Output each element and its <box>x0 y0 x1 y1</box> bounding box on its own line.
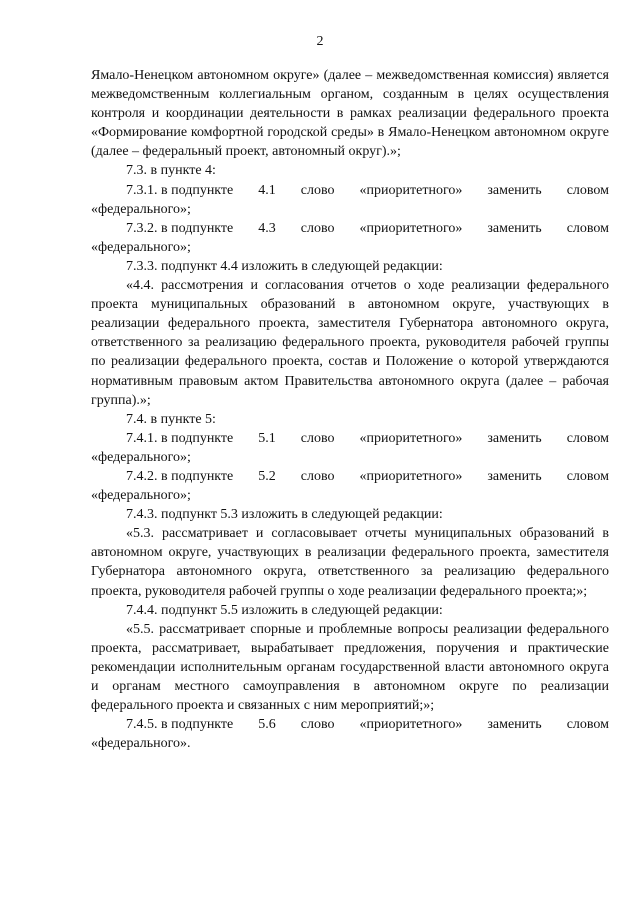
paragraph: 7.4. в пункте 5: <box>126 411 216 427</box>
amendment-word: словом <box>566 182 609 198</box>
amendment-continuation: «федерального». <box>91 736 191 752</box>
amendment-continuation: «федерального»; <box>91 488 191 504</box>
amendment-word: «приоритетного» <box>359 220 463 236</box>
amendment-line <box>91 467 609 486</box>
amendment-line <box>91 219 609 238</box>
amendment-word: заменить <box>487 430 542 446</box>
page-number: 2 <box>316 34 324 49</box>
amendment-continuation: «федерального»; <box>91 239 191 255</box>
paragraph: «5.3. рассматривает и согласовывает отчеты муниципальных образований в автономном округе, участвующих в реализации федерального проекта, заместителя Губернатора автономного округа, ответственного за реализацию федерального проекта, руководителя рабочей группы о ходе реализации федерального проекта;»; <box>91 526 609 599</box>
amendment-word: 5.6 <box>258 717 276 733</box>
amendment-word: слово <box>300 220 335 236</box>
amendment-continuation: «федерального»; <box>91 201 191 217</box>
amendment-word: словом <box>566 468 609 484</box>
amendment-word: 5.2 <box>258 468 276 484</box>
amendment-word: слово <box>300 182 335 198</box>
amendment-word: «приоритетного» <box>359 182 463 198</box>
amendment-word: слово <box>300 468 335 484</box>
amendment-word: заменить <box>487 220 542 236</box>
amendment-line <box>91 181 609 200</box>
amendment-word: слово <box>300 430 335 446</box>
amendment-word: словом <box>566 220 609 236</box>
amendment-word: заменить <box>487 182 542 198</box>
paragraph: «4.4. рассмотрения и согласования отчетов о ходе реализации федерального проекта муниципальных образований в автономном округе, участвующих в реализации федерального проекта, заместителя Губернатора автономного округа, ответственного за реализацию федерального проекта, руководителя рабочей группы по реализации федерального проекта, состав и Положение о которой утверждаются нормативным правовым актом Правительства автономного округа (далее – рабочая группа).»; <box>91 278 609 408</box>
paragraph: «5.5. рассматривает спорные и проблемные вопросы реализации федерального проекта, рассматривает, вырабатывает предложения, поручения и практические рекомендации исполнительным органам государственной власти автономного округа и органам местного самоуправления в автономном округе по реализации федерального проекта и связанных с ним мероприятий;»; <box>91 621 609 714</box>
amendment-word: «приоритетного» <box>359 717 463 733</box>
amendment-word: словом <box>566 717 609 733</box>
amendment-word: 7.4.2. в подпункте <box>126 468 234 484</box>
amendment-line <box>91 429 609 448</box>
amendment-word: 4.3 <box>258 220 276 236</box>
paragraph: 7.3. в пункте 4: <box>126 163 216 179</box>
amendment-line <box>91 715 609 734</box>
amendment-continuation: «федерального»; <box>91 449 191 465</box>
amendment-word: 7.4.5. в подпункте <box>126 717 234 733</box>
amendment-word: 7.3.1. в подпункте <box>126 182 234 198</box>
amendment-word: 5.1 <box>258 430 276 446</box>
amendment-word: 7.4.1. в подпункте <box>126 430 234 446</box>
paragraph: Ямало-Ненецком автономном округе» (далее – межведомственная комиссия) является межведомственным коллегиальным органом, созданным в целях осуществления контроля и координации деятельности в рамках реализации федерального проекта «Формирование комфортной городской среды» в Ямало-Ненецком автономном округе (далее – федеральный проект, автономный округ).»; <box>91 68 609 160</box>
paragraph: 7.3.3. подпункт 4.4 изложить в следующей редакции: <box>126 258 443 274</box>
amendment-word: заменить <box>487 717 542 733</box>
amendment-word: «приоритетного» <box>359 468 463 484</box>
amendment-word: 4.1 <box>258 182 276 198</box>
paragraph: 7.4.4. подпункт 5.5 изложить в следующей редакции: <box>126 602 443 618</box>
amendment-word: слово <box>300 717 335 733</box>
amendment-word: заменить <box>487 468 542 484</box>
amendment-word: словом <box>566 430 609 446</box>
amendment-word: 7.3.2. в подпункте <box>126 220 234 236</box>
paragraph: 7.4.3. подпункт 5.3 изложить в следующей редакции: <box>126 507 443 523</box>
amendment-word: «приоритетного» <box>359 430 463 446</box>
document-body <box>91 66 609 753</box>
